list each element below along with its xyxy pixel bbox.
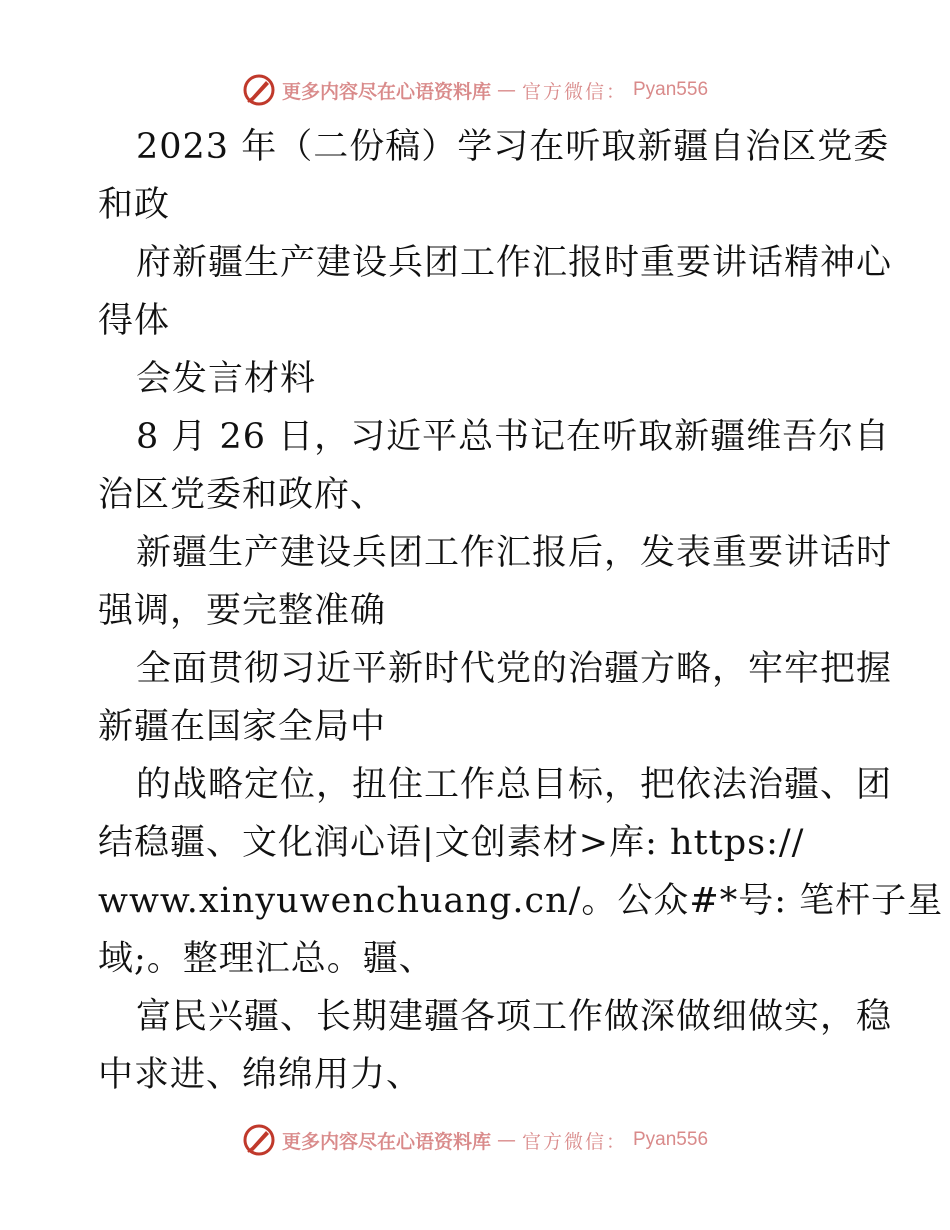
text-line: 8 月 26 日，习近平总书记在听取新疆维吾尔自	[136, 417, 891, 457]
text-line: 新疆生产建设兵团工作汇报后，发表重要讲话时	[136, 533, 893, 573]
banner-separator: —	[496, 79, 516, 101]
footer-banner	[0, 1120, 950, 1160]
text-line: 的战略定位，扭住工作总目标，把依法治疆、团	[136, 765, 893, 805]
text-line: 域;。整理汇总。疆、	[98, 939, 435, 979]
banner-separator: —	[496, 1129, 516, 1151]
banner-label: 更多内容尽在心语资料库	[281, 1130, 491, 1153]
text-line: 和政	[98, 185, 171, 225]
text-line: 会发言材料	[136, 359, 317, 399]
text-line: 得体	[98, 301, 171, 341]
banner-label: 更多内容尽在心语资料库	[281, 80, 491, 103]
text-line: 府新疆生产建设兵团工作汇报时重要讲话精神心	[136, 243, 893, 283]
text-line: 强调，要完整准确	[98, 591, 387, 631]
banner-wechat-label: 官方微信：	[521, 80, 627, 103]
text-line: 中求进、绵绵用力、	[98, 1055, 423, 1095]
quill-logo-icon	[242, 1123, 276, 1157]
banner-wechat-id: Pyan556	[633, 79, 709, 100]
banner-wechat-id: Pyan556	[633, 1129, 709, 1150]
header-banner	[0, 70, 950, 110]
text-line: 富民兴疆、长期建疆各项工作做深做细做实，稳	[136, 997, 893, 1037]
document-body	[98, 118, 944, 1104]
text-line: 新疆在国家全局中	[98, 707, 387, 747]
quill-logo-icon	[242, 73, 276, 107]
banner-wechat-label: 官方微信：	[521, 1130, 627, 1153]
text-line: 结稳疆、文化润心语|文创素材>库: https://	[98, 823, 805, 863]
text-line: www.xinyuwenchuang.cn/。公众#*号: 笔杆子星	[98, 881, 944, 921]
text-line: 2023 年（二份稿）学习在听取新疆自治区党委	[136, 127, 890, 167]
text-line: 全面贯彻习近平新时代党的治疆方略，牢牢把握	[136, 649, 893, 689]
text-line: 治区党委和政府、	[98, 475, 387, 515]
